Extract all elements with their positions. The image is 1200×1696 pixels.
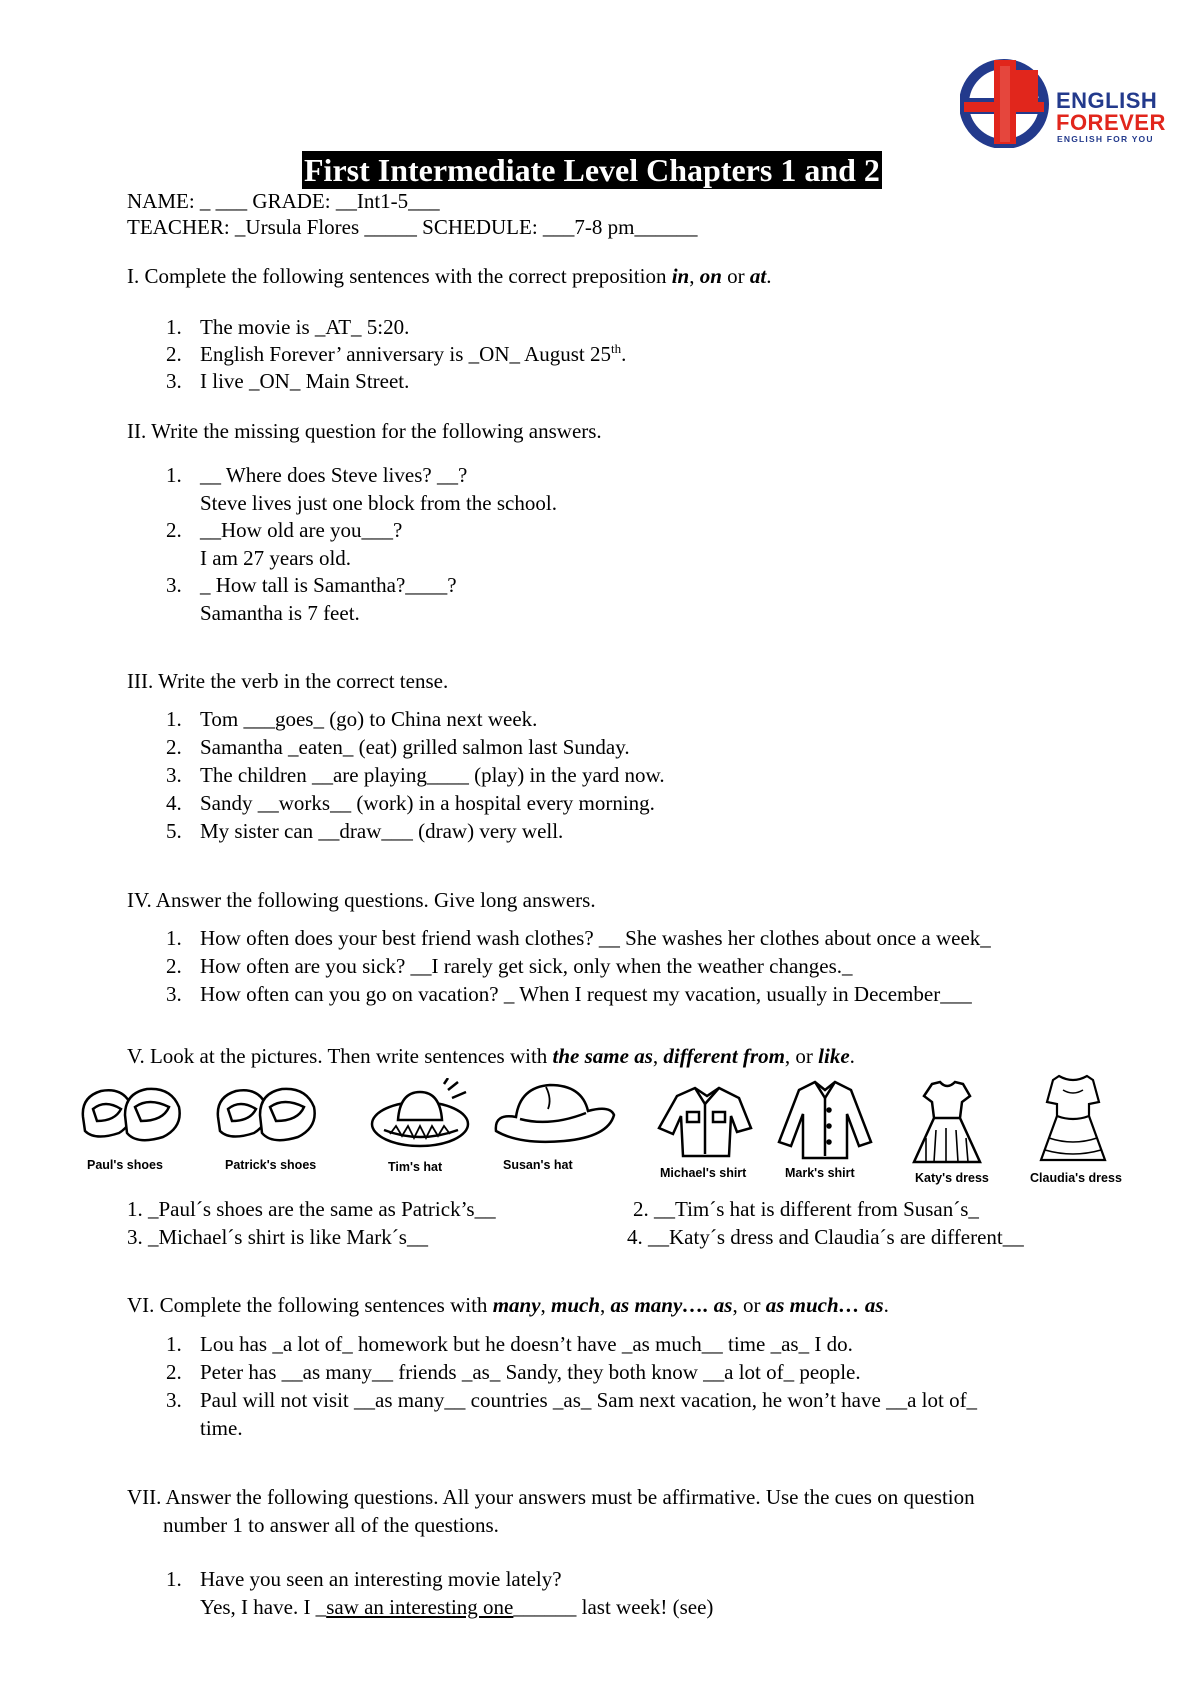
- item-number: 2.: [166, 342, 182, 366]
- marks-shirt-picture: [775, 1078, 875, 1163]
- section-4-heading: IV. Answer the following questions. Give long answers.: [127, 888, 596, 912]
- separator: ,: [652, 1044, 664, 1068]
- section-7-answer-1: [200, 1594, 713, 1620]
- item-number: 4.: [166, 791, 182, 815]
- section-3-item-5: My sister can __draw___ (draw) very well.: [200, 819, 564, 843]
- item-number: 2.: [166, 518, 182, 542]
- item-number: 2.: [166, 735, 182, 759]
- logo-line2: FOREVER: [1056, 110, 1166, 135]
- separator: or: [721, 264, 750, 288]
- keyword-like: like: [818, 1044, 850, 1068]
- michaels-shirt-picture: [655, 1082, 755, 1162]
- susans-hat-picture: [490, 1075, 620, 1150]
- section-3-item-3: The children __are playing____ (play) in the yard now.: [200, 763, 665, 787]
- separator: ,: [600, 1293, 611, 1317]
- patricks-shoes-picture: [210, 1075, 325, 1150]
- section-2-answer-2: I am 27 years old.: [200, 546, 352, 570]
- caption-pauls-shoes: Paul's shoes: [87, 1158, 163, 1172]
- section-3-item-4: Sandy __works__ (work) in a hospital every morning.: [200, 791, 655, 815]
- item-text: English Forever’ anniversary is _ON_ August 25: [200, 342, 611, 366]
- english-forever-logo: [960, 58, 1180, 154]
- logo-line1: ENGLISH: [1056, 88, 1158, 113]
- caption-michaels-shirt: Michael's shirt: [660, 1166, 747, 1180]
- separator: ,: [540, 1293, 552, 1317]
- section-4-item-2: How often are you sick? __I rarely get sick, only when the weather changes._: [200, 954, 853, 978]
- section-5-answer-1: 1. _Paul´s shoes are the same as Patrick’s__: [127, 1197, 496, 1221]
- caption-katys-dress: Katy's dress: [915, 1171, 989, 1185]
- separator: ,: [689, 264, 700, 288]
- answer-suffix: ______ last week! (see): [513, 1595, 714, 1619]
- item-number: 3.: [166, 573, 182, 597]
- section-6-item-1: Lou has _a lot of_ homework but he doesn’t have _as much__ time _as_ I do.: [200, 1332, 853, 1356]
- keyword-as-many-as: as many…. as: [610, 1293, 733, 1317]
- item-number: 3.: [166, 369, 182, 393]
- section-2-question-3: _ How tall is Samantha?____?: [200, 573, 457, 597]
- keyword-in: in: [671, 264, 690, 288]
- item-number: 1.: [166, 926, 182, 950]
- section-7-heading-continued: number 1 to answer all of the questions.: [163, 1513, 499, 1537]
- worksheet-title: First Intermediate Level Chapters 1 and 2: [304, 152, 880, 188]
- claudias-dress-picture: [1033, 1072, 1113, 1170]
- logo-tagline: ENGLISH FOR YOU: [1057, 134, 1154, 144]
- item-number: 5.: [166, 819, 182, 843]
- section-5-answer-2: 2. __Tim´s hat is different from Susan´s_: [633, 1197, 979, 1221]
- keyword-at: at: [749, 264, 767, 288]
- separator: , or: [784, 1044, 819, 1068]
- section-4-item-3: How often can you go on vacation? _ When I request my vacation, usually in December___: [200, 982, 972, 1006]
- section-7-heading: VII. Answer the following questions. All your answers must be affirmative. Use the cues on question: [127, 1485, 975, 1509]
- section-3-item-1: Tom ___goes_ (go) to China next week.: [200, 707, 538, 731]
- section-2-answer-1: Steve lives just one block from the school.: [200, 491, 557, 515]
- section-3-item-2: Samantha _eaten_ (eat) grilled salmon last Sunday.: [200, 735, 630, 759]
- section-4-item-1: How often does your best friend wash clothes? __ She washes her clothes about once a week_: [200, 926, 991, 950]
- ordinal-suffix: th: [611, 341, 622, 356]
- keyword-on: on: [699, 264, 722, 288]
- section-6-heading-text: VI. Complete the following sentences with: [127, 1293, 493, 1317]
- section-3-heading: III. Write the verb in the correct tense.: [127, 669, 449, 693]
- section-1-heading: [127, 263, 771, 289]
- section-1-item-1: The movie is _AT_ 5:20.: [200, 315, 410, 339]
- period: .: [849, 1044, 855, 1068]
- caption-claudias-dress: Claudia's dress: [1030, 1171, 1122, 1185]
- item-number: 1.: [166, 1332, 182, 1356]
- answer-prefix: Yes, I have. I _: [200, 1595, 327, 1619]
- pauls-shoes-picture: [75, 1075, 190, 1150]
- item-number: 1.: [166, 1567, 182, 1591]
- keyword-many: many: [492, 1293, 541, 1317]
- answer-underlined: saw an interesting one: [326, 1595, 514, 1619]
- item-number: 1.: [166, 463, 182, 487]
- section-5-heading: [127, 1043, 855, 1069]
- keyword-much: much: [551, 1293, 601, 1317]
- item-number: 1.: [166, 707, 182, 731]
- section-1-item-3: I live _ON_ Main Street.: [200, 369, 410, 393]
- period: .: [766, 264, 772, 288]
- teacher-schedule-line: TEACHER: _Ursula Flores _____ SCHEDULE: ___7-8 pm______: [127, 215, 698, 239]
- name-grade-line: NAME: _ ___ GRADE: __Int1-5___: [127, 189, 440, 213]
- caption-susans-hat: Susan's hat: [503, 1158, 573, 1172]
- item-number: 1.: [166, 315, 182, 339]
- section-5-answer-4: 4. __Katy´s dress and Claudia´s are different__: [627, 1225, 1024, 1249]
- section-2-heading: II. Write the missing question for the following answers.: [127, 419, 602, 443]
- section-5-answer-3: 3. _Michael´s shirt is like Mark´s__: [127, 1225, 428, 1249]
- tims-hat-picture: [368, 1078, 478, 1153]
- keyword-different-from: different from: [663, 1044, 785, 1068]
- section-1-heading-text: I. Complete the following sentences with the correct preposition: [127, 264, 672, 288]
- item-number: 3.: [166, 763, 182, 787]
- katys-dress-picture: [910, 1078, 985, 1168]
- keyword-as-much-as: as much… as: [765, 1293, 884, 1317]
- item-number: 2.: [166, 954, 182, 978]
- section-6-item-3-continued: time.: [200, 1416, 243, 1440]
- section-6-item-2: Peter has __as many__ friends _as_ Sandy, they both know __a lot of_ people.: [200, 1360, 861, 1384]
- section-6-item-3: Paul will not visit __as many__ countries _as_ Sam next vacation, he won’t have __a lot of_: [200, 1388, 978, 1412]
- keyword-same-as: the same as: [552, 1044, 653, 1068]
- separator: , or: [732, 1293, 766, 1317]
- caption-patricks-shoes: Patrick's shoes: [225, 1158, 317, 1172]
- section-7-question-1: Have you seen an interesting movie lately?: [200, 1567, 562, 1591]
- period: .: [621, 342, 627, 366]
- section-1-item-2: [200, 341, 626, 367]
- logo-emblem-icon: [960, 58, 1050, 148]
- item-number: 2.: [166, 1360, 182, 1384]
- section-5-heading-text: V. Look at the pictures. Then write sentences with: [127, 1044, 553, 1068]
- section-2-answer-3: Samantha is 7 feet.: [200, 601, 360, 625]
- section-2-question-2: __How old are you___?: [200, 518, 403, 542]
- item-number: 3.: [166, 1388, 182, 1412]
- section-2-question-1: __ Where does Steve lives? __?: [200, 463, 468, 487]
- section-6-heading: [127, 1292, 889, 1318]
- caption-tims-hat: Tim's hat: [388, 1160, 443, 1174]
- caption-marks-shirt: Mark's shirt: [785, 1166, 855, 1180]
- item-number: 3.: [166, 982, 182, 1006]
- period: .: [883, 1293, 889, 1317]
